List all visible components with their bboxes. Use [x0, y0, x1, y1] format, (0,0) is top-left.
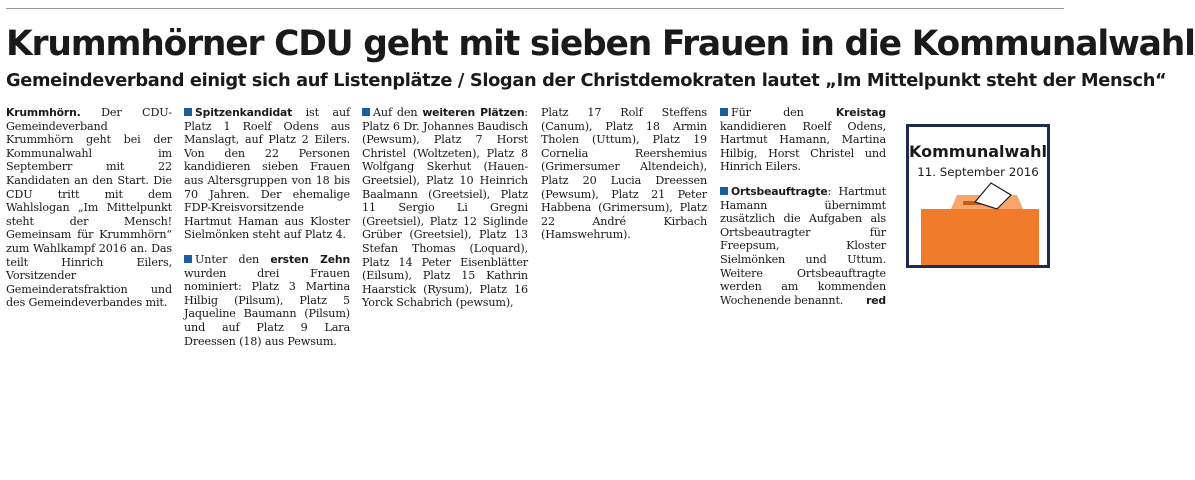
bullet-square-icon — [184, 255, 192, 263]
kreistag-label: Kreistag — [835, 106, 886, 119]
dateline: Krummhörn. — [6, 106, 81, 119]
ballot-box-icon — [917, 185, 1039, 265]
kreistag-paragraph — [720, 106, 886, 174]
headline: Krummhörner CDU geht mit sieben Frauen in die Kommunalwahl — [6, 24, 1195, 64]
kreistag-pre: Für den — [731, 106, 804, 119]
weitere-paragraph — [362, 106, 528, 310]
weitere-label: weiteren Plätzen — [422, 106, 525, 119]
ortsbeauftragte-paragraph — [720, 185, 886, 307]
infobox-title: Kommunalwahl — [909, 142, 1047, 161]
bullet-square-icon — [720, 187, 728, 195]
kommunalwahl-infobox — [906, 124, 1050, 268]
kreistag-text: kandidieren Roelf Odens, Hartmut Hamann, Martina Hilbig, Horst Christel und Hinrich Eilers. — [720, 119, 886, 174]
ortsbeauftragte-text: : Hartmut Hamann übernimmt zusätzlich die Aufgaben als Ortsbeautragter für Freepsum, Kloster Sielmönken und Uttum. Weitere Ortsbeauftragte werden am kommenden Wochenende benannt. — [720, 184, 886, 307]
bullet-square-icon — [362, 108, 370, 116]
ortsbeauftragte-label: Ortsbeauftragte — [731, 184, 828, 198]
weitere-pre: Auf den — [373, 106, 418, 119]
article-column-3 — [362, 106, 528, 321]
weitere-text-continued: Platz 17 Rolf Steffens (Canum), Platz 18 Armin Tholen (Uttum), Platz 19 Cornelia Reershemius (Grimersumer Altendeich), Platz 20 Lucia Dreessen (Pewsum), Platz 21 Peter Habbena (Grimersum), Platz 22 André Kirbach (Hamswehrum). — [541, 106, 707, 242]
article-column-1 — [6, 106, 172, 321]
weitere-text: : Platz 6 Dr. Johannes Baudisch (Pewsum), Platz 7 Horst Christel (Woltzeten), Platz 8 Wolfgang Skerhut (Hauen-Greetsiel), Platz 10 Heinrich Baalmann (Greetsiel), Platz 11 Sergio Li Gregni (Greetsiel), Platz 12 Siglinde Grüber (Greetsiel), Platz 13 Stefan Thomas (Loquard), Platz 14 Peter Eisenblätter (Eilsum), Platz 15 Kathrin Haarstick (Rysum), Platz 16 Yorck Schabrich (pewsum), — [362, 106, 529, 310]
ersten-zehn-pre: Unter den — [195, 252, 260, 266]
bullet-square-icon — [720, 108, 728, 116]
author-signature: red — [866, 293, 886, 307]
bullet-square-icon — [184, 108, 192, 116]
ersten-zehn-paragraph — [184, 253, 350, 348]
intro-text: Der CDU-Gemeindeverband Krummhörn geht bei der Kommunalwahl im Septemberr mit 22 Kandidaten an den Start. Die CDU tritt mit dem Wahlslogan „Im Mittelpunkt steht der Mensch! Gemeinsam für Krummhörn“ zum Wahlkampf 2016 an. Das teilt Hinrich Eilers, Vorsitzender Gemeinderatsfraktion und des Gemeindeverbandes mit. — [6, 106, 173, 310]
ersten-zehn-text: wurden drei Frauen nominiert: Platz 3 Martina Hilbig (Pilsum), Platz 5 Jaqueline Baumann (Pilsum) und auf Platz 9 Lara Dreessen (18) aus Pewsum. — [184, 266, 350, 348]
spitzenkandidat-paragraph — [184, 106, 350, 242]
ersten-zehn-label: ersten Zehn — [270, 252, 351, 266]
subheadline: Gemeindeverband einigt sich auf Listenplätze / Slogan der Christdemokraten lautet „Im Mittelpunkt steht der Mensch“ — [6, 70, 1167, 91]
article-column-4 — [541, 106, 707, 253]
intro-paragraph — [6, 106, 172, 310]
infobox-inner — [909, 127, 1047, 265]
article-column-2 — [184, 106, 350, 359]
infobox-date: 11. September 2016 — [917, 165, 1039, 179]
spitzenkandidat-label: Spitzenkandidat — [195, 106, 293, 119]
spitzenkandidat-text: ist auf Platz 1 Roelf Odens aus Manslagt, auf Platz 2 Eilers. Von den 22 Personen kandidieren sieben Frauen aus Altersgruppen von 18 bis 70 Jahren. Der ehemalige FDP-Kreisvorsitzende Hartmut Haman aus Kloster Sielmönken steht auf Platz 4. — [184, 106, 351, 242]
article-column-5 — [720, 106, 886, 318]
top-rule — [6, 8, 1064, 9]
ballot-box-body — [921, 209, 1039, 265]
